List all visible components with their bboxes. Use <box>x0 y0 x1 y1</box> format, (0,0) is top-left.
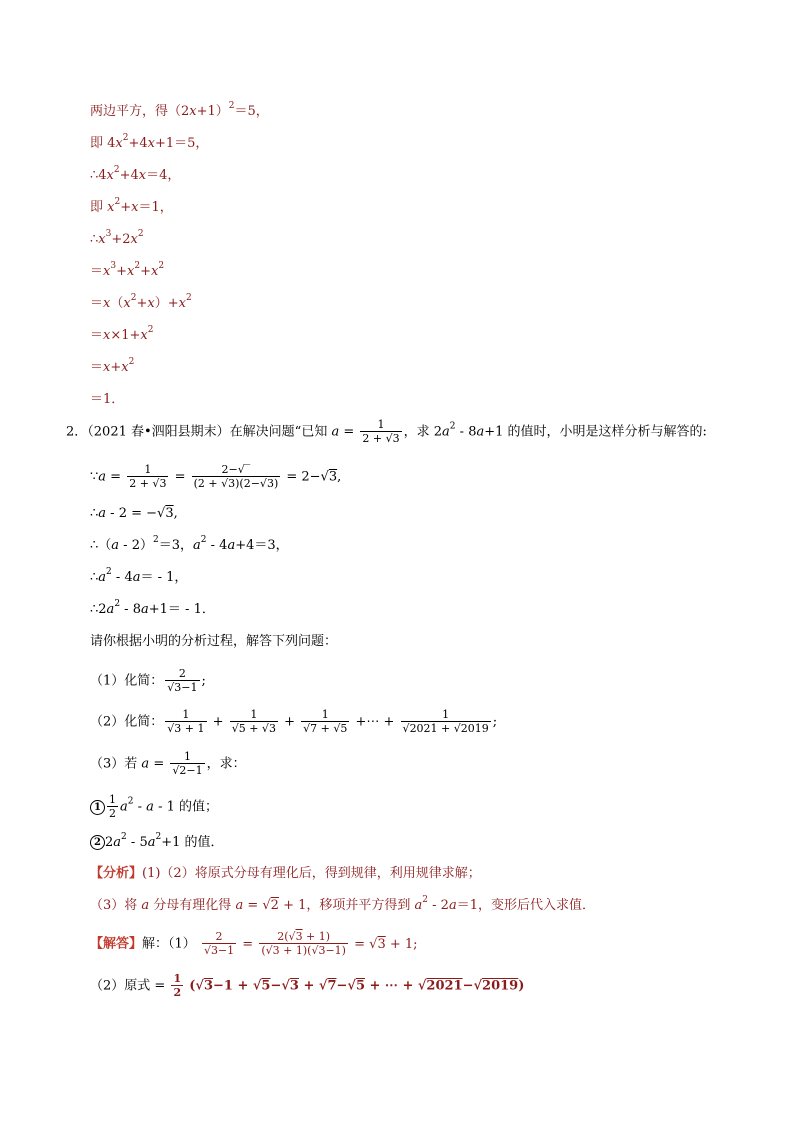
analysis-paragraph-1: 【分析】(1)（2）将原式分母有理化后，得到规律，利用规律求解； <box>90 866 481 881</box>
analysis-line-4: $\therefore a^2 - 4a= - 1$， <box>90 567 188 585</box>
solution-line-6: $=x^3+x^2+x^2$ <box>90 261 165 279</box>
analysis-line-2: ∴a - 2 = −√3, <box>90 506 178 521</box>
question-1: （1）化简： $\frac{2}{√3-1}$ ; <box>90 667 206 694</box>
problem-2-statement: 2．（2021 春•泗阳县期末）在解决问题“已知 a = $\frac{1}{2 + √3}$ ，求 $2a^2 - 8a+1$ 的值时，小明是这样分析与解答的: <box>66 418 707 445</box>
solution-line-7: $=x(x^2+x)+x^2$ <box>90 293 192 311</box>
analysis-line-5: $\therefore 2a^2 - 8a+1= - 1$． <box>90 599 215 617</box>
circled-one-icon: 1 <box>90 800 105 815</box>
sub-question-2: 2 $2a^2 - 5a^2+1$ 的值． <box>90 835 224 851</box>
solution-line-1: 两边平方，得$(2x+1)^2=5$， <box>90 101 269 119</box>
solution-line-2: 即 $4x^2+4x+1=5$， <box>90 133 209 151</box>
solution-line-3: $\therefore 4x^2+4x=4$， <box>90 165 181 183</box>
sub-question-1: 1 $\frac{1}{2}$ $a^2$ - a - 1 的值； <box>90 793 218 821</box>
instruction-text: 请你根据小明的分析过程，解答下列问题： <box>90 634 338 649</box>
answer-tag: 【解答】 <box>90 936 143 952</box>
solution-line-9: $=x+x^2$ <box>90 357 135 375</box>
solution-line-8: $=x\times 1+x^2$ <box>90 325 154 343</box>
question-2: （2）化简： $\frac{1}{√3 + 1}$ + $\frac{1}{√5 + √3}$ + $\frac{1}{√7 + √5}$ +⋯ + $\frac{1}{√2021 + √2019}$ ; <box>90 708 498 735</box>
problem-number: 2． <box>66 424 88 440</box>
analysis-line-1: ∵a = $\frac{1}{2 + √3}$ = $\frac{2-√‾}{(2 + √3)(2-√3)}$ = 2−√3, <box>90 463 342 490</box>
answer-part-2: （2）原式 = $\frac{1}{2}$ (√3−1 + √5−√3 + √7−√5 + ⋯ + √2021−√2019) <box>90 972 525 999</box>
problem-source: （2021 春•泗阳县期末） <box>87 424 230 440</box>
circled-two-icon: 2 <box>90 835 105 850</box>
solution-line-4: 即 $x^2+x=1$， <box>90 197 173 215</box>
question-3: （3）若 a = $\frac{1}{√2-1}$ ，求： <box>90 750 246 777</box>
given-fraction: $\frac{1}{2 + √3}$ <box>362 418 400 445</box>
analysis-line-3: ∴（a - 2）$^2$＝3，$a^2 - 4a+4=3$， <box>90 535 289 553</box>
answer-part-1: 【解答】解：（1） $\frac{2}{√3-1}$ = $\frac{2(√3 + 1)}{(√3 + 1)(√3-1)}$ = √3 + 1; <box>90 930 418 957</box>
solution-line-5: $\therefore x^3+2x^2$ <box>90 229 144 247</box>
problem-stem-before: 在解决问题“已知 <box>229 424 328 440</box>
analysis-tag: 【分析】 <box>90 866 143 881</box>
analysis-paragraph-2: （3）将 a 分母有理化得 a = √2 + 1，移项并平方得到 $a^2 - 2a=1$，变形后代入求值． <box>90 895 595 913</box>
solution-line-10: ＝1． <box>90 392 125 407</box>
